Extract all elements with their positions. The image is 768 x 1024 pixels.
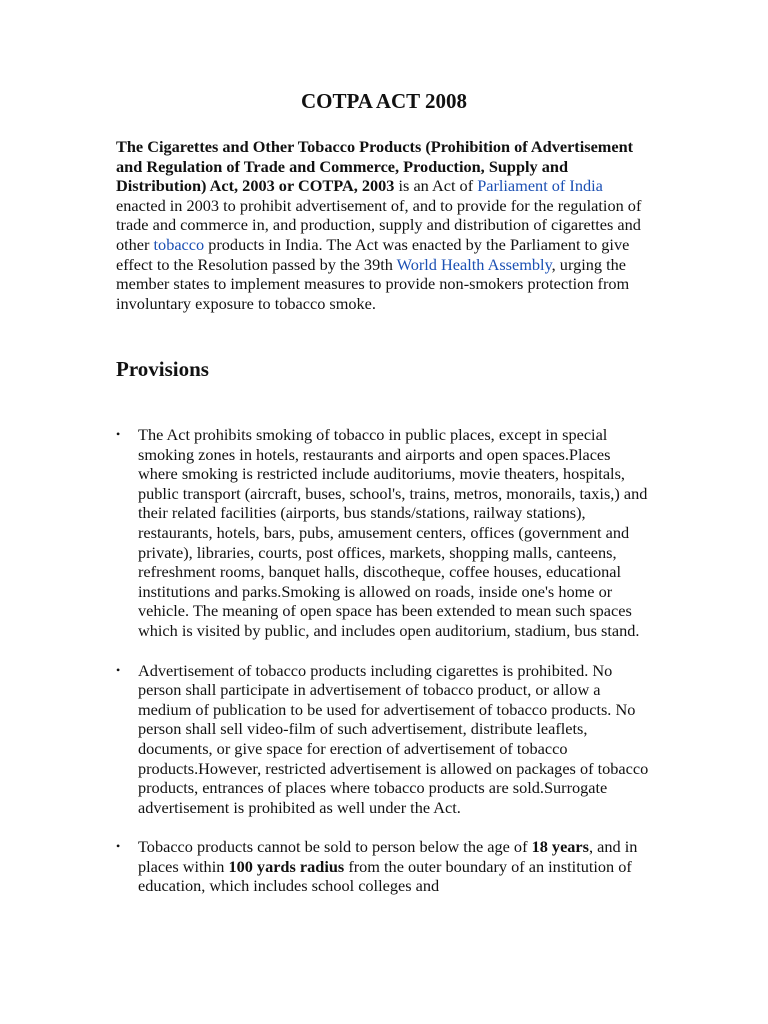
intro-text-1: is an Act of <box>394 176 478 196</box>
list-item <box>116 837 652 896</box>
sale-text-part-3: from the outer boundary of an institution of education, which includes school colleges and <box>138 856 632 896</box>
provision-advertisement-text: Advertisement of tobacco products including cigarettes is prohibited. No person shall participate in advertisement of tobacco product, or allow a medium of publication to be used for advertisement of tobacco products. No person shall sell video-film of such advertisement, distribute leaflets, documents, or give space for erection of advertisement of tobacco products.However, restricted advertisement is allowed on packages of tobacco products, entrances of places where tobacco products are sold.Surrogate advertisement is prohibited as well under the Act. <box>138 660 649 817</box>
sale-text-part-1: Tobacco products cannot be sold to person below the age of <box>138 837 532 857</box>
intro-text-3: products in India. The Act was enacted by the Parliament to give effect to the Resolution passed by the 39th <box>116 234 630 274</box>
act-full-name: The Cigarettes and Other Tobacco Products (Prohibition of Advertisement and Regulation of Trade and Commerce, Production, Supply and Distribution) Act, 2003 or COTPA, 2003 <box>116 137 634 196</box>
provisions-list <box>116 425 652 896</box>
document-title: COTPA ACT 2008 <box>300 89 468 113</box>
list-item <box>116 661 652 818</box>
intro-paragraph <box>116 137 652 313</box>
world-health-assembly-link[interactable]: World Health Assembly <box>396 254 552 274</box>
bullet-icon: • <box>116 427 121 441</box>
bullet-icon: • <box>116 839 121 854</box>
intro-text-4: , urging the member states to implement measures to provide non-smokers protection from involuntary exposure to tobacco smoke. <box>116 254 630 313</box>
provision-smoking-text: The Act prohibits smoking of tobacco in public places, except in special smoking zones in hotels, restaurants and airports and open spaces.Places where smoking is restricted include auditoriums, movie theaters, hospitals, public transport (aircraft, buses, school's, trains, metros, monorails, taxis,) and their related facilities (airports, bus stands/stations, railway stations), restaurants, hotels, bars, pubs, amusement centers, offices (government and private), libraries, courts, post offices, markets, shopping malls, canteens, refreshment rooms, banquet halls, discotheque, coffee houses, educational institutions and parks.Smoking is allowed on roads, inside one's home or vehicle. The meaning of open space has been extended to mean such spaces which is visited by public, and includes open auditorium, stadium, bus stand. <box>138 425 648 640</box>
parliament-of-india-link[interactable]: Parliament of India <box>477 176 603 196</box>
bullet-icon: • <box>116 662 121 677</box>
provision-sale-text <box>138 837 637 895</box>
intro-text-2: enacted in 2003 to prohibit advertisement of, and to provide for the regulation of trade and commerce in, and production, supply and distribution of cigarettes and other <box>116 195 642 254</box>
tobacco-link[interactable]: tobacco <box>153 234 205 254</box>
radius-limit: 100 yards radius <box>228 856 345 876</box>
provisions-heading: Provisions <box>116 357 209 381</box>
age-limit: 18 years <box>531 837 589 857</box>
sale-text-part-2: , and in places within <box>138 837 638 876</box>
list-item <box>116 425 652 641</box>
